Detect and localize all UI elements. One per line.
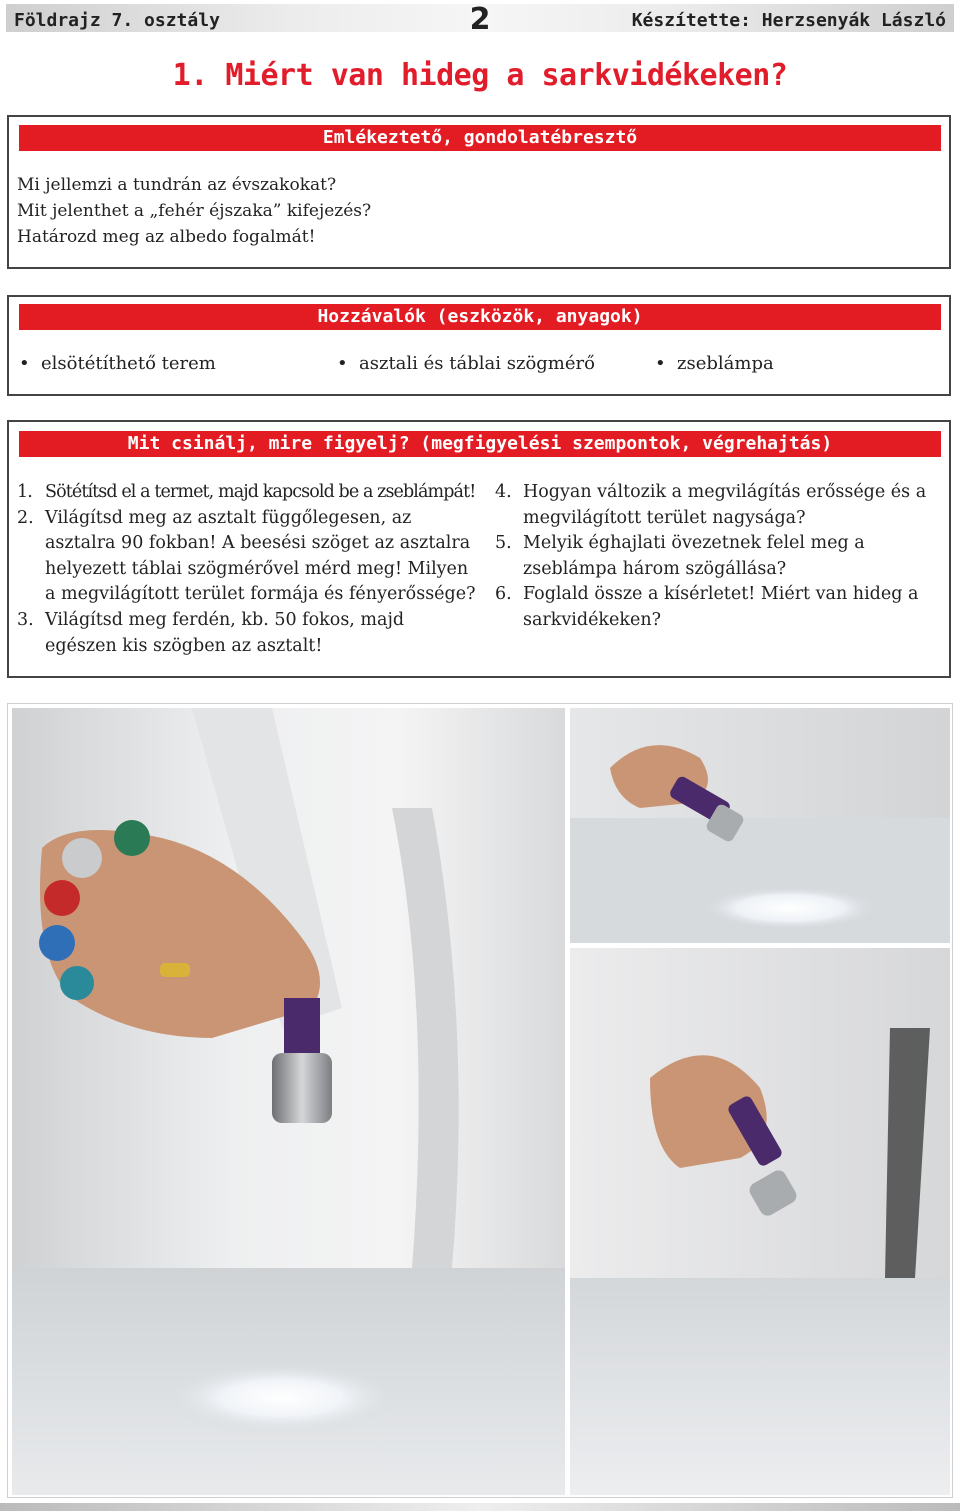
- step-text: Világítsd meg az asztalt függőlegesen, az asztalra 90 fokban! A beesési szöget az asztalra helyezett táblai szögmérővel mérd meg! Milyen a megvilágított terület formája és fényerőssége?: [45, 507, 476, 605]
- list-item: [495, 531, 947, 582]
- list-item: [17, 480, 477, 506]
- bullet-icon: •: [337, 353, 348, 374]
- page-title: 1. Miért van hideg a sarkvidékeken?: [172, 58, 788, 93]
- step-number: 6.: [495, 584, 512, 605]
- photo-vertical-flashlight-image: [12, 708, 565, 1495]
- photo-low-angle-flashlight-image: [570, 948, 950, 1495]
- step-text: Világítsd meg ferdén, kb. 50 fokos, majd egészen kis szögben az asztalt!: [45, 609, 405, 656]
- reminder-box: [7, 115, 951, 269]
- procedure-box: [7, 420, 951, 678]
- photo-low-angle-flashlight: [570, 948, 950, 1495]
- materials-box: [7, 295, 951, 396]
- material-item: [337, 353, 595, 374]
- page-footer-bar: [0, 1503, 960, 1511]
- procedure-steps-left: [17, 480, 477, 659]
- photo-angled-flashlight-image: [570, 708, 950, 943]
- page-number: 2: [469, 2, 491, 37]
- bullet-icon: •: [19, 353, 30, 374]
- step-number: 3.: [17, 609, 34, 630]
- step-number: 4.: [495, 482, 512, 502]
- procedure-steps-right: [495, 480, 947, 634]
- reminder-question: Mit jelenthet a „fehér éjszaka” kifejezés?: [17, 201, 372, 221]
- material-label: asztali és táblai szögmérő: [359, 353, 595, 374]
- step-text: Foglald össze a kísérletet! Miért van hideg a sarkvidékeken?: [523, 584, 919, 630]
- author-label: Készítette: Herzsenyák László: [631, 10, 946, 31]
- list-item: [17, 608, 477, 659]
- step-number: 2.: [17, 507, 34, 528]
- list-item: [17, 506, 477, 608]
- photo-vertical-flashlight: [12, 708, 565, 1495]
- reminder-question: Határozd meg az albedo fogalmát!: [17, 227, 316, 247]
- step-number: 5.: [495, 533, 512, 554]
- material-label: elsötétíthető terem: [41, 353, 216, 374]
- list-item: [495, 582, 947, 633]
- material-item: [655, 353, 774, 374]
- page-header: [6, 2, 954, 37]
- step-number: 1.: [17, 482, 32, 502]
- step-text: Melyik éghajlati övezetnek felel meg a zseblámpa három szögállása?: [523, 533, 865, 579]
- photo-collage: [7, 703, 953, 1498]
- material-label: zseblámpa: [677, 353, 774, 374]
- reminder-question: Mi jellemzi a tundrán az évszakokat?: [17, 175, 337, 195]
- material-item: [19, 353, 216, 374]
- step-text: Hogyan változik a megvilágítás erőssége és a megvilágított terület nagysága?: [523, 482, 927, 528]
- photo-angled-flashlight: [570, 708, 950, 943]
- procedure-heading: Mit csinálj, mire figyelj? (megfigyelési szempontok, végrehajtás): [19, 431, 941, 457]
- step-text: Sötétítsd el a termet, majd kapcsold be a zseblámpát!: [45, 482, 476, 502]
- reminder-heading: Emlékeztető, gondolatébresztő: [19, 125, 941, 151]
- subject-label: Földrajz 7. osztály: [14, 10, 220, 31]
- list-item: [495, 480, 947, 531]
- materials-heading: Hozzávalók (eszközök, anyagok): [19, 304, 941, 330]
- bullet-icon: •: [655, 353, 666, 374]
